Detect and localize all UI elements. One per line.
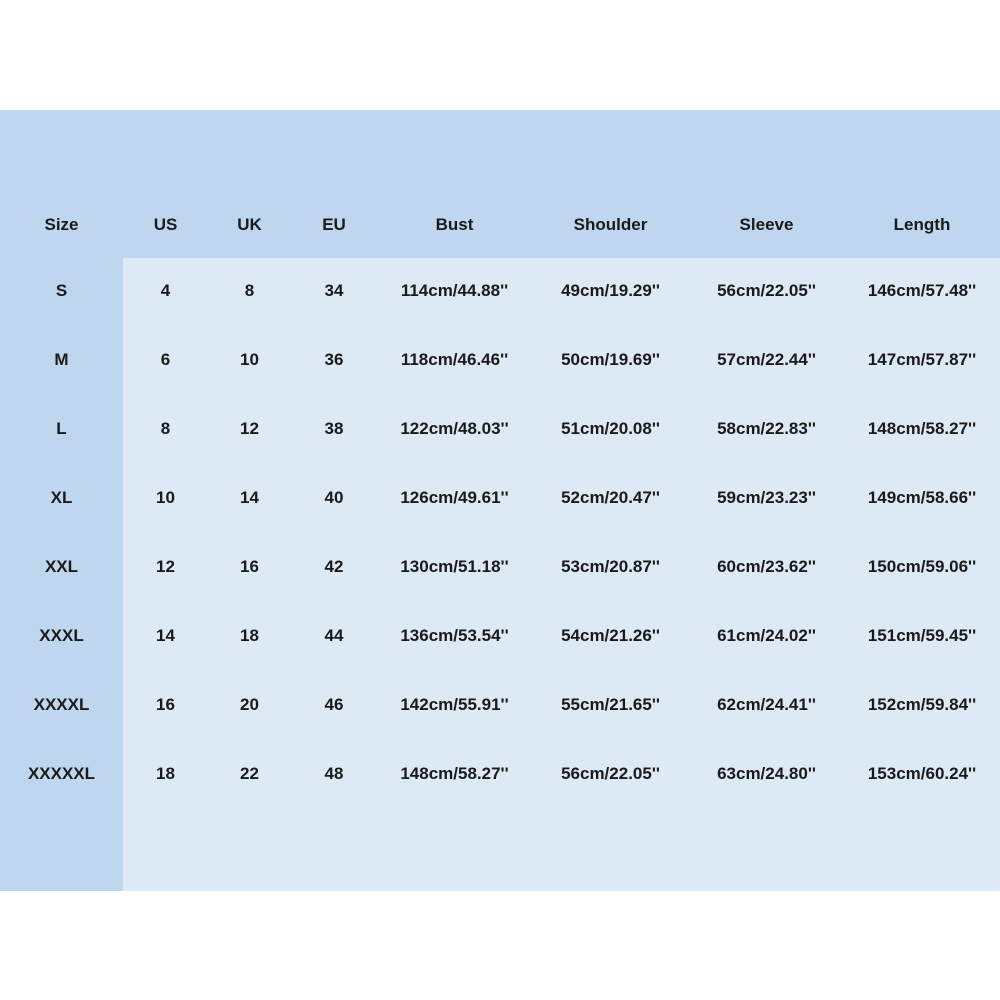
header-us: US <box>153 215 178 234</box>
cell-shoulder: 50cm/19.69'' <box>561 349 660 369</box>
table-row <box>0 256 1000 325</box>
table-row <box>0 670 1000 739</box>
cell-size: XXL <box>44 556 79 576</box>
cell-us: 6 <box>160 349 171 369</box>
cell-us: 18 <box>156 763 175 783</box>
cell-bust: 130cm/51.18'' <box>400 556 509 576</box>
table-body <box>0 256 1000 808</box>
cell-length: 150cm/59.06'' <box>867 556 977 576</box>
cell-shoulder: 51cm/20.08'' <box>561 418 660 438</box>
cell-eu: 34 <box>324 280 344 300</box>
table-row <box>0 532 1000 601</box>
cell-us: 12 <box>156 556 175 576</box>
cell-eu: 36 <box>324 349 344 369</box>
table-row <box>0 325 1000 394</box>
cell-shoulder: 54cm/21.26'' <box>561 625 660 645</box>
cell-uk: 20 <box>240 694 259 714</box>
cell-eu: 48 <box>324 763 344 783</box>
table-row <box>0 601 1000 670</box>
cell-sleeve: 60cm/23.62'' <box>717 556 816 576</box>
cell-length: 151cm/59.45'' <box>867 625 977 645</box>
cell-sleeve: 63cm/24.80'' <box>717 763 816 783</box>
header-eu: EU <box>322 215 346 234</box>
cell-shoulder: 52cm/20.47'' <box>561 487 660 507</box>
cell-uk: 10 <box>240 349 259 369</box>
cell-uk: 18 <box>240 625 259 645</box>
cell-uk: 12 <box>240 418 259 438</box>
cell-sleeve: 57cm/22.44'' <box>717 349 816 369</box>
table-row <box>0 739 1000 808</box>
header-bust: Bust <box>435 215 474 234</box>
cell-eu: 38 <box>324 418 344 438</box>
size-table <box>0 194 1000 808</box>
header-length: Length <box>893 215 951 234</box>
cell-length: 147cm/57.87'' <box>867 349 977 369</box>
cell-size: S <box>55 280 68 300</box>
cell-size: L <box>56 418 67 438</box>
header-sleeve: Sleeve <box>739 215 794 234</box>
cell-us: 14 <box>156 625 175 645</box>
cell-size: XXXL <box>39 625 84 645</box>
header-uk: UK <box>237 215 262 234</box>
cell-shoulder: 53cm/20.87'' <box>561 556 660 576</box>
cell-length: 152cm/59.84'' <box>867 694 977 714</box>
cell-bust: 148cm/58.27'' <box>400 763 509 783</box>
cell-bust: 142cm/55.91'' <box>400 694 509 714</box>
cell-us: 4 <box>160 280 171 300</box>
cell-bust: 136cm/53.54'' <box>400 625 509 645</box>
cell-size: XXXXXL <box>27 763 96 783</box>
table-row <box>0 394 1000 463</box>
header-size: Size <box>44 215 79 234</box>
cell-bust: 118cm/46.46'' <box>400 349 509 369</box>
header-row <box>0 194 1000 256</box>
cell-eu: 44 <box>324 625 344 645</box>
cell-bust: 114cm/44.88'' <box>400 280 509 300</box>
cell-us: 16 <box>156 694 175 714</box>
cell-bust: 122cm/48.03'' <box>400 418 509 438</box>
cell-uk: 14 <box>240 487 259 507</box>
cell-sleeve: 62cm/24.41'' <box>717 694 816 714</box>
cell-length: 146cm/57.48'' <box>867 280 977 300</box>
cell-shoulder: 49cm/19.29'' <box>561 280 660 300</box>
cell-eu: 40 <box>324 487 344 507</box>
cell-us: 10 <box>156 487 175 507</box>
cell-uk: 22 <box>240 763 259 783</box>
size-chart-frame <box>0 110 1000 891</box>
cell-eu: 42 <box>324 556 344 576</box>
cell-shoulder: 55cm/21.65'' <box>561 694 660 714</box>
cell-length: 153cm/60.24'' <box>867 763 977 783</box>
cell-uk: 16 <box>240 556 259 576</box>
cell-sleeve: 61cm/24.02'' <box>717 625 816 645</box>
cell-sleeve: 59cm/23.23'' <box>717 487 816 507</box>
table-header <box>0 194 1000 256</box>
cell-us: 8 <box>160 418 171 438</box>
cell-sleeve: 56cm/22.05'' <box>717 280 816 300</box>
cell-sleeve: 58cm/22.83'' <box>717 418 816 438</box>
cell-uk: 8 <box>244 280 255 300</box>
cell-length: 148cm/58.27'' <box>867 418 977 438</box>
header-shoulder: Shoulder <box>573 215 648 234</box>
cell-length: 149cm/58.66'' <box>867 487 977 507</box>
cell-bust: 126cm/49.61'' <box>400 487 509 507</box>
table-row <box>0 463 1000 532</box>
cell-size: XL <box>50 487 73 507</box>
cell-eu: 46 <box>324 694 344 714</box>
cell-size: M <box>54 349 69 369</box>
cell-size: XXXXL <box>33 694 90 714</box>
cell-shoulder: 56cm/22.05'' <box>561 763 660 783</box>
